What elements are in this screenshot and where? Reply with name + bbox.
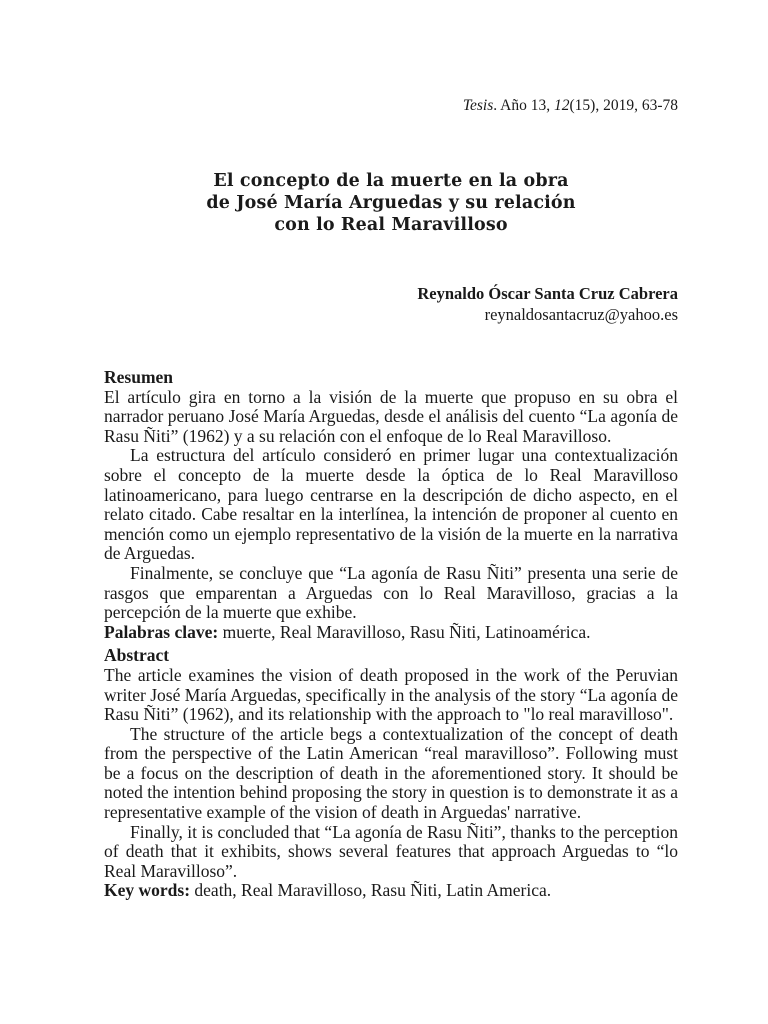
resumen-paragraph: La estructura del artículo consideró en primer lugar una contextualización sobre el concepto de la muerte desde la óptica de lo Real Maravilloso latinoamericano, para luego centrarse en la descripción de dicho aspecto, en el relato citado. Cabe resaltar en la interlínea, la intención de proponer al cuento en mención como un ejemplo representativo de la visión de la muerte en la narrativa de Arguedas. bbox=[104, 445, 678, 564]
abstract-paragraph: Finally, it is concluded that “La agonía de Rasu Ñiti”, thanks to the perception of death that it exhibits, shows several features that approach Arguedas to “lo Real Maravilloso”. bbox=[104, 821, 678, 881]
keywords-list: death, Real Maravilloso, Rasu Ñiti, Latin America. bbox=[190, 880, 552, 901]
author-name: Reynaldo Óscar Santa Cruz Cabrera bbox=[417, 284, 678, 303]
author-email: reynaldosantacruz@yahoo.es bbox=[484, 305, 678, 324]
keywords-label: Palabras clave: bbox=[104, 621, 219, 642]
article-body bbox=[104, 368, 678, 901]
title-line: El concepto de la muerte en la obra bbox=[213, 171, 569, 191]
abstract-paragraph: The structure of the article begs a contextualization of the concept of death from the perspective of the Latin American “real maravilloso”. Following must be a focus on the description of death in the aforementioned story. It should be noted the intention behind proposing the story in question is to demonstrate it as a representative example of the vision of death in Arguedas' narrative. bbox=[104, 723, 678, 823]
running-head-volume: 12 bbox=[554, 97, 570, 114]
resumen-keywords bbox=[104, 623, 678, 643]
article-title bbox=[104, 170, 678, 236]
resumen-heading: Resumen bbox=[104, 367, 174, 387]
keywords-list: muerte, Real Maravilloso, Rasu Ñiti, Latinoamérica. bbox=[218, 621, 591, 642]
resumen-paragraph: Finalmente, se concluye que “La agonía de Rasu Ñiti” presenta una serie de rasgos que emparentan a Arguedas con lo Real Maravilloso, gracias a la percepción de la muerte que exhibe. bbox=[104, 562, 678, 623]
keywords-label: Key words: bbox=[104, 880, 191, 901]
running-head-issue-pages: (15), 2019, 63-78 bbox=[569, 97, 678, 114]
journal-name: Tesis bbox=[462, 97, 494, 114]
running-head bbox=[463, 97, 678, 115]
abstract-keywords bbox=[104, 881, 678, 901]
resumen-paragraph: El artículo gira en torno a la visión de la muerte que propuso en su obra el narrador peruano José María Arguedas, desde el análisis del cuento “La agonía de Rasu Ñiti” (1962) y a su relación con el enfoque de lo Real Maravilloso. bbox=[104, 386, 678, 446]
title-line: de José María Arguedas y su relación bbox=[206, 193, 576, 213]
author-block bbox=[417, 283, 678, 325]
abstract-heading: Abstract bbox=[104, 645, 170, 666]
abstract-paragraph: The article examines the vision of death proposed in the work of the Peruvian writer José María Arguedas, specifically in the analysis of the story “La agonía de Rasu Ñiti” (1962), and its relationship with the approach to "lo real maravilloso". bbox=[104, 664, 678, 725]
title-line: con lo Real Maravilloso bbox=[274, 215, 508, 235]
running-head-year: . Año 13, bbox=[493, 97, 554, 114]
